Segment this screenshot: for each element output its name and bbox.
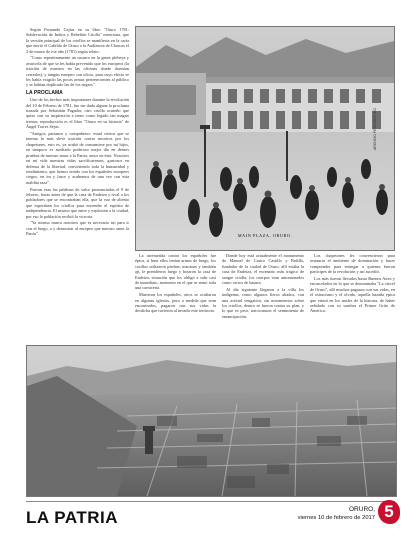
page-number-badge: 5 xyxy=(378,500,400,524)
paragraph: "Ya mismo nunca nosotros que es necesario mí para ir con el fuego, a y demostrar al europeo que nuestro amor la Patria". xyxy=(26,220,129,237)
plaza-photo-credit: ARCHIVO PERIODÍSTICO xyxy=(373,107,377,150)
dateline-date: viernes 10 de febrero de 2017 xyxy=(297,515,375,521)
paragraph: "Amigos, paisanos y compañeros: estad ciertos que se intenta la más sleve traición contra nosotros por los chapetones, esto es, ya acabó de consumirse por mí hijos, en tampoco es asediado poderoso mejor día en demos pruebas de nuestro amor a la Patria, amor en ésta. Nosotros en mi vida nuestras vidas sacrificaremos, gustosos en defensa de la libertad, convirtiendo toda la humanidad y rendimiento, que hemos tenido con los españoles europeos ciegos, en ira y furor y acabemos de una vez con esta maldita raza". xyxy=(26,131,129,185)
paragraph: "Como repentinamente un susurro en la gente plebeya y avaricela de que se les había prevenido que los europeos (la traición de muertos en las oficinas donde dormían cerrados), y ningún europeo con oficio, para cuyo efecto se les había exigido las pocas armas pertenecientes al público y se habían duplicado las de los negros". xyxy=(26,55,129,88)
dateline-city: ORURO, xyxy=(349,506,375,513)
paragraph: Al día siguiente llegaron a la villa los indígenas, como algunos fieros aliados, con una actitud vengativa, sin miramientos sobre los criollos, dentro se fueron contra su plan, y lo que es peor, traicionaron el sentimiento de emancipación. xyxy=(222,286,304,319)
paragraph: Murieron los españoles, otros se ocultaron en algunas iglesias, pero a medida que eran encontrados, pagaron con sus vidas la desdicha que tuvieron al invadir este territorio. xyxy=(135,292,216,314)
plaza-photo-image xyxy=(136,27,394,250)
paragraph: Fueron esas las palabras de valor pronunciadas el 9 de febrero, horas antes de que la casa de Endeiza y rival a los pobladores que se encontraban ella, que la voz de aliento que esperaban los criollos para encender el espíritu de independencia. El mismo que entre y explosión a la ciudad, por eso la población recibió la victoria. xyxy=(26,186,129,219)
paragraph: Los más fueron llevados hasta Buenos Aires y encarcelados en lo que se denominaba "La cárcel de Oruro", allí muchos pagaron con sus vidas, en el ostracismo y el olvido, aquella hazaña épica que estará en los anales de la historia, de haber señalado con su sombra el Primer Grito de América. xyxy=(310,276,395,314)
plaza-photo xyxy=(135,26,395,251)
city-panorama-photo xyxy=(26,345,397,497)
newspaper-logo: LA PATRIA xyxy=(26,508,119,527)
article-column-3 xyxy=(222,253,304,341)
paragraph: Según Fernando Cajías en su libro "Oruro 1781: Sublevación de Indios y Rebelión Criolla" menciona, que la versión principal de los criollos se manifiesta en la carta que envió el Cabildo de Oruro a la Audiencia de Charcas el 2 de marzo de ese año (1781) según relato: xyxy=(26,27,129,54)
article-column-4 xyxy=(310,253,395,341)
paragraph: Los chapetones les convencieron para restaurar el ambiente de dominación y hacer comprender para entregar a quienes fueron partícipes de la revolución y así sucedió. xyxy=(310,253,395,275)
paragraph: Donde hoy está actualmente el monumento de Manuel de Castro Castillo y Padilla, fundador de la ciudad de Oruro, allí estaba la casa de Endeiza, el escenario más trágico de sangre criolla, los cuerpos eran amontonados como cerros de basura. xyxy=(222,253,304,286)
article-column-2 xyxy=(135,253,216,341)
article-column-1 xyxy=(26,27,129,342)
footer-rule xyxy=(26,501,395,502)
paragraph: La arremetida contra los españoles fue épica, sí bien ellos tenían armas de fuego, los criollos utilizaron piedras, macanas y también ají, le prendieron fuego y botaron la casa de Endeiza, situación que los obligó a salir casi de inmediato, momento en el que se armó toda una carnicería. xyxy=(135,253,216,291)
city-panorama-image xyxy=(27,346,396,496)
plaza-photo-caption: MAIN PLAZA, ORURO. xyxy=(237,233,293,238)
section-heading: LA PROCLAMA xyxy=(26,89,63,96)
paragraph: Uno de los hechos más importantes durante la revolución del 10 de Febrero de 1781, fue sin duda alguna la proclama trazada por Sebastián Pagador, otro criollo orureño que quiso con su inspiración a tener como legado tan magno tremor, reproducción es el libro "Oruro en su historia" de Ángel Torres Sejas. xyxy=(26,97,129,130)
